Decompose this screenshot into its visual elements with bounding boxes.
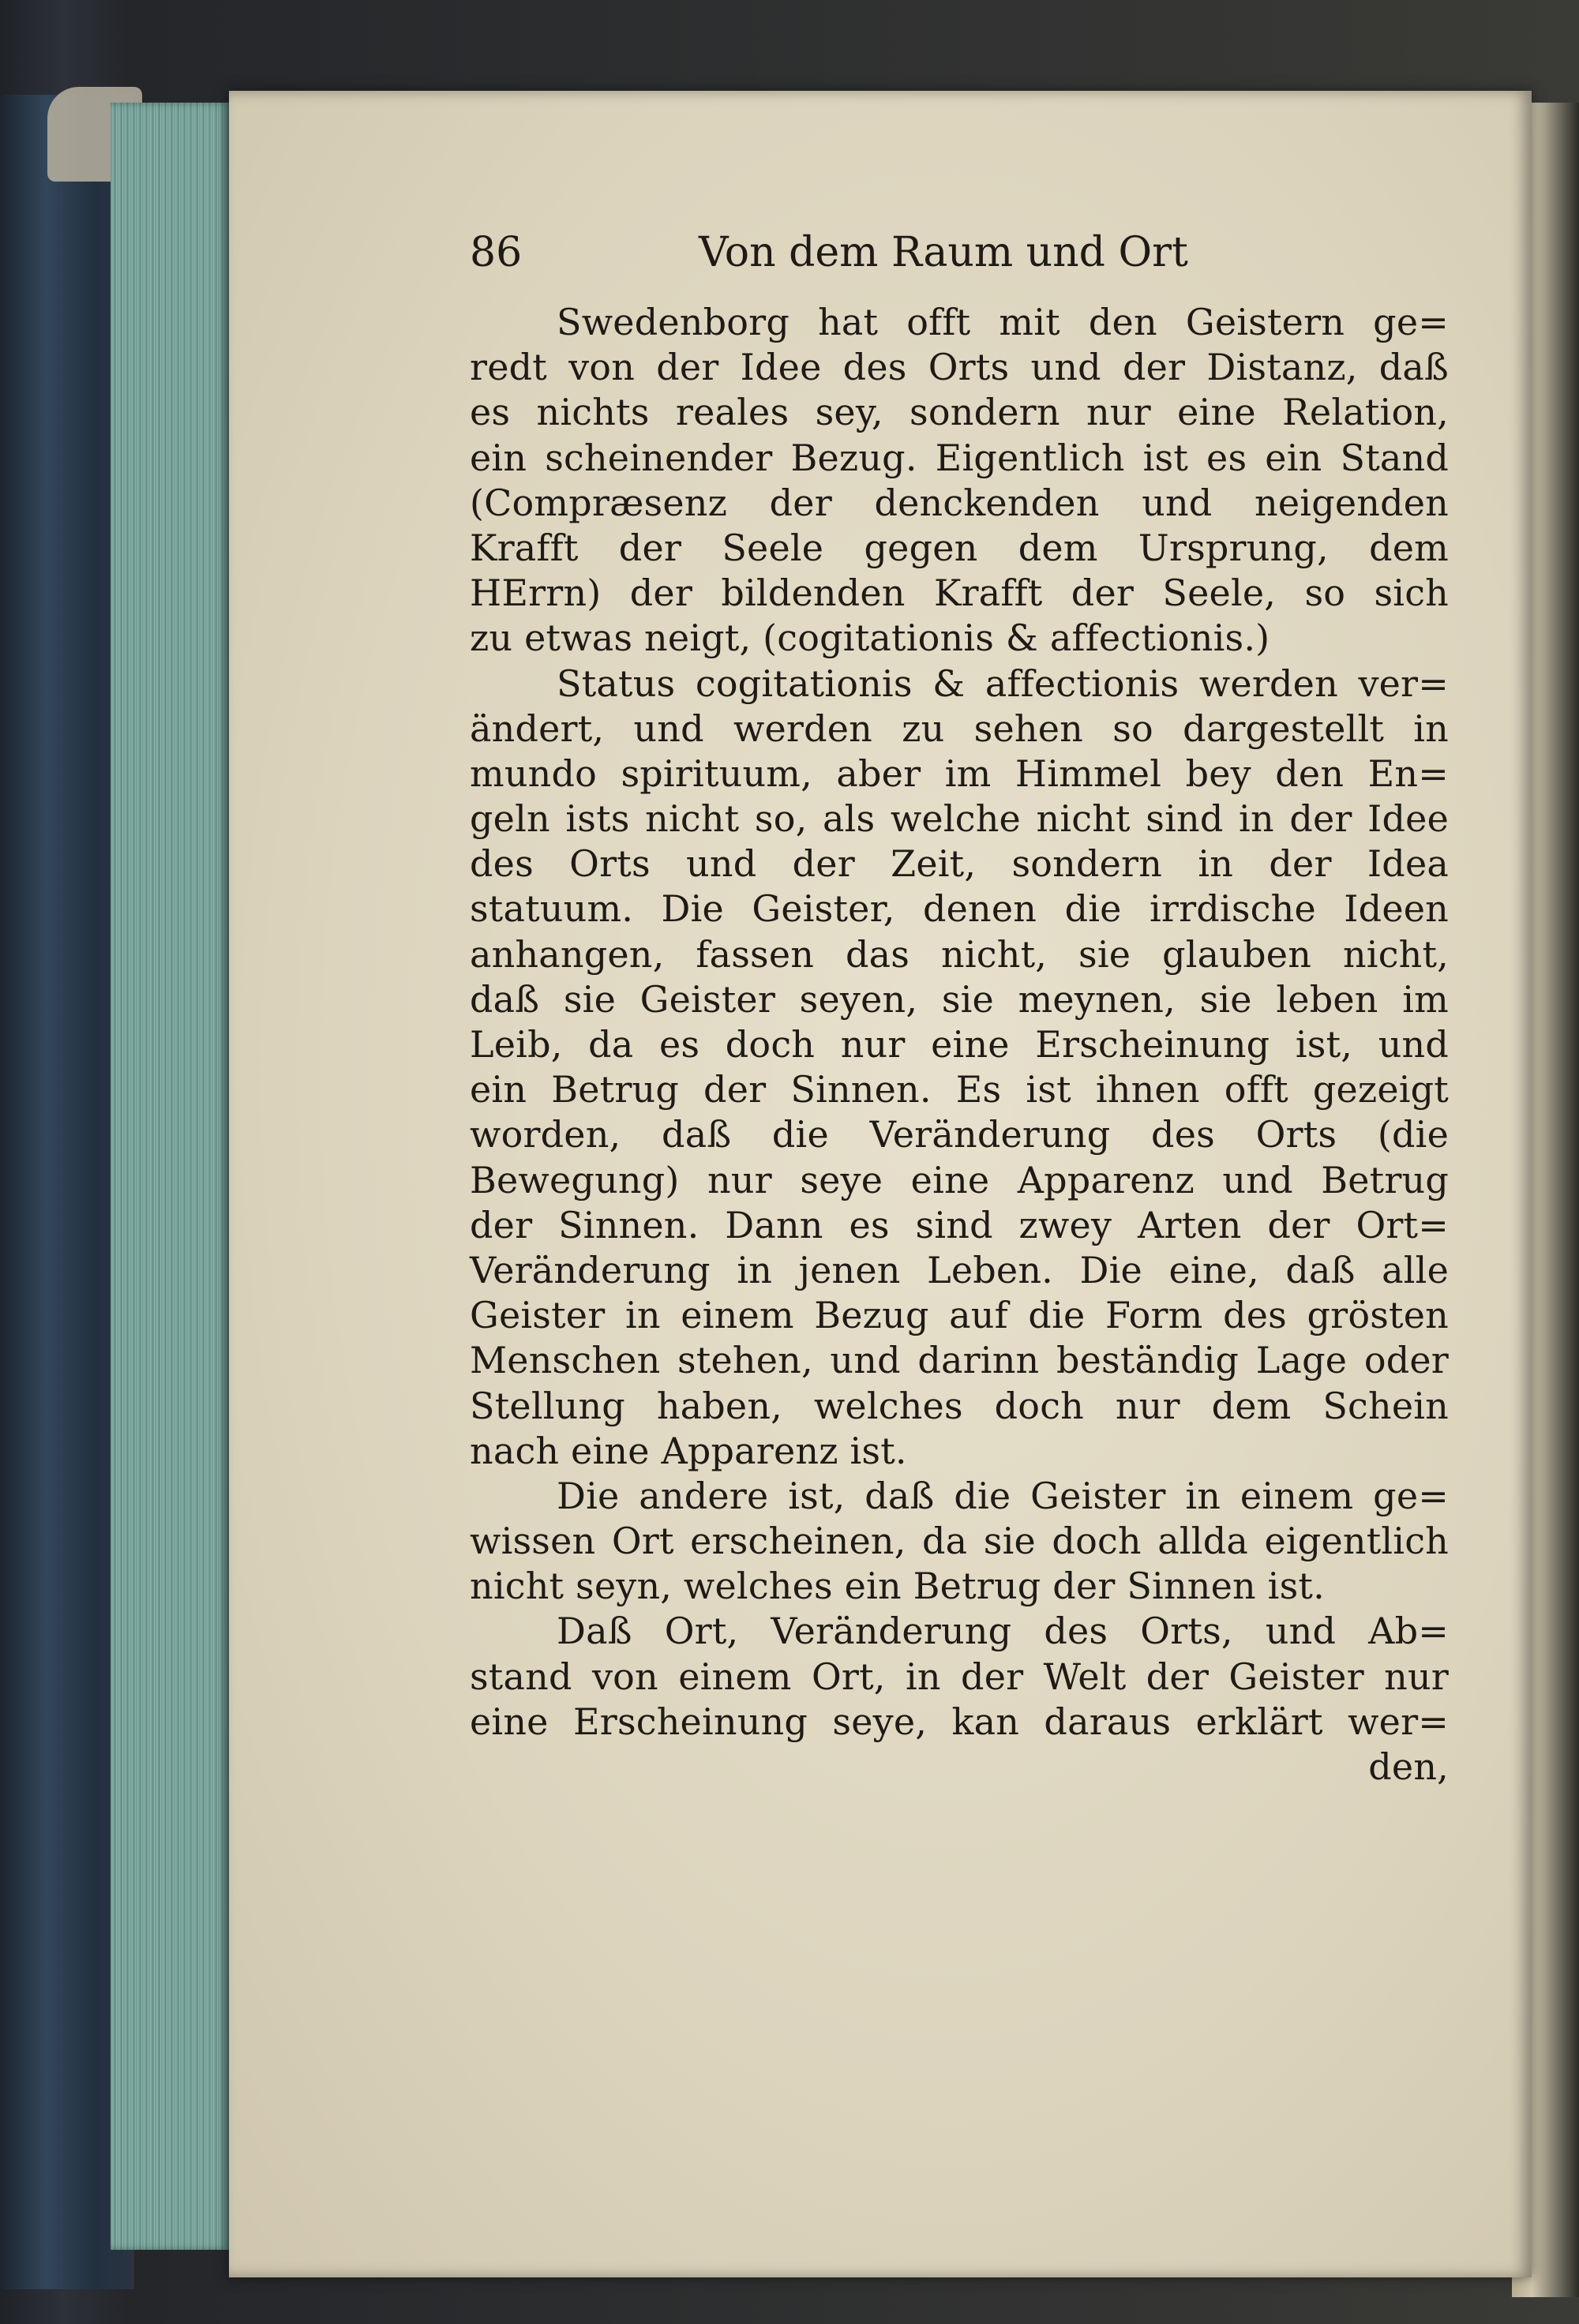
text-line: eine Erscheinung seye, kan daraus erklärt wer=: [470, 1700, 1449, 1743]
text-line: Menschen stehen, und darinn beständig Lage oder: [470, 1339, 1449, 1382]
text-line: Krafft der Seele gegen dem Ursprung, dem: [470, 526, 1449, 569]
text-line: ein Betrug der Sinnen. Es ist ihnen offt gezeigt: [470, 1068, 1449, 1111]
text-line: es nichts reales sey, sondern nur eine Relation,: [470, 391, 1449, 434]
text-line: Daß Ort, Veränderung des Orts, und Ab=: [557, 1610, 1449, 1653]
text-line: Stellung haben, welches doch nur dem Schein: [470, 1384, 1449, 1427]
text-line: den,: [1368, 1745, 1449, 1788]
text-line: Status cogitationis & affectionis werden ver=: [557, 662, 1449, 705]
text-line: statuum. Die Geister, denen die irrdische Ideen: [470, 887, 1449, 931]
text-line: Bewegung) nur seye eine Apparenz und Betrug: [470, 1158, 1449, 1201]
page-number: 86: [470, 229, 523, 276]
text-line: ändert, und werden zu sehen so dargestellt in: [470, 707, 1449, 750]
running-header: [470, 229, 1449, 300]
page-edges: [111, 103, 229, 2250]
text-line: Geister in einem Bezug auf die Form des grösten: [470, 1294, 1449, 1337]
text-line: anhangen, fassen das nicht, sie glauben nicht,: [470, 932, 1449, 976]
text-line: daß sie Geister seyen, sie meynen, sie leben im: [470, 977, 1449, 1021]
text-line: der Sinnen. Dann es sind zwey Arten der Ort=: [470, 1203, 1449, 1246]
text-line: redt von der Idee des Orts und der Distanz, daß: [470, 346, 1449, 389]
text-line: Die andere ist, daß die Geister in einem ge=: [557, 1474, 1449, 1517]
text-line: Swedenborg hat offt mit den Geistern ge=: [557, 301, 1449, 343]
text-line: HErrn) der bildenden Krafft der Seele, so sich: [470, 572, 1449, 615]
page-text: [470, 229, 1449, 1790]
running-head-title: Von dem Raum und Ort: [699, 229, 1188, 276]
text-line: ein scheinender Bezug. Eigentlich ist es ein Stand: [470, 436, 1449, 479]
text-line: worden, daß die Veränderung des Orts (die: [470, 1113, 1449, 1156]
text-line: nicht seyn, welches ein Betrug der Sinnen ist.: [470, 1565, 1325, 1608]
text-line: mundo spirituum, aber im Himmel bey den En=: [470, 752, 1449, 795]
text-line: zu etwas neigt, (cogitationis & affectionis.): [470, 617, 1270, 660]
text-line: (Compræsenz der denckenden und neigenden: [470, 481, 1449, 524]
text-line: stand von einem Ort, in der Welt der Geister nur: [470, 1655, 1449, 1698]
text-line: des Orts und der Zeit, sondern in der Idea: [470, 842, 1449, 886]
text-line: Leib, da es doch nur eine Erscheinung ist, und: [470, 1023, 1449, 1066]
text-line: geln ists nicht so, als welche nicht sind in der Idee: [470, 797, 1449, 841]
text-line: nach eine Apparenz ist.: [470, 1429, 907, 1472]
text-line: Veränderung in jenen Leben. Die eine, daß alle: [470, 1248, 1449, 1291]
text-line: wissen Ort erscheinen, da sie doch allda eigentlich: [470, 1520, 1449, 1563]
